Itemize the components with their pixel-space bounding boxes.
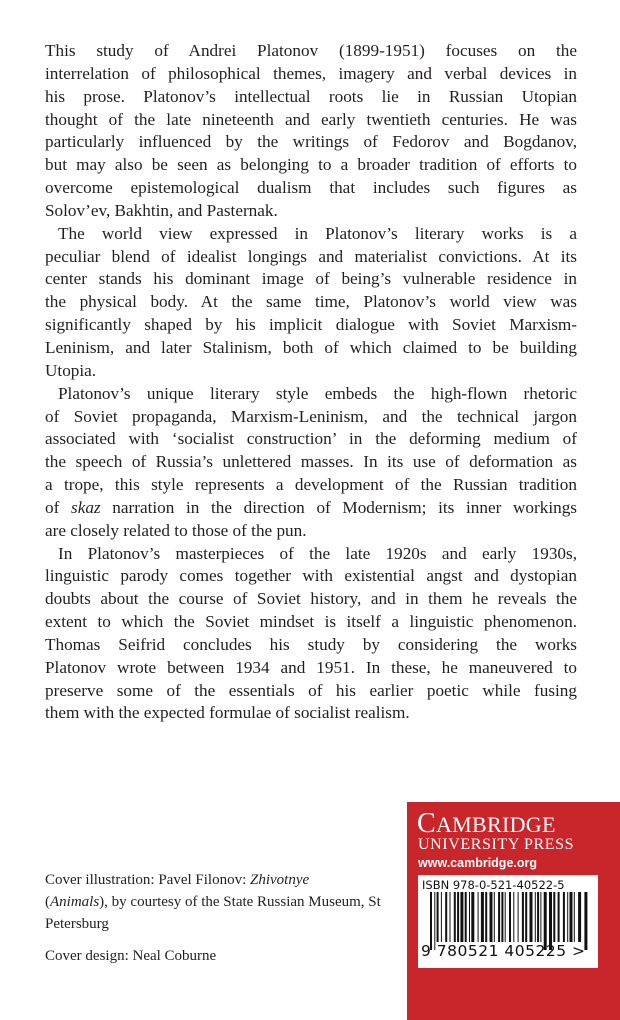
cover-illustration-credit [45, 869, 385, 935]
barcode-bar [485, 892, 487, 942]
barcode-bar [525, 892, 527, 942]
paragraph-2 [45, 223, 577, 383]
paragraph-1 [45, 40, 577, 223]
barcode-bar [578, 892, 581, 942]
text-line: associated with ‘socialist construction’ in the deforming medium of [45, 429, 577, 449]
barcode-bar [450, 892, 451, 942]
text-line: his prose. Platonov’s intellectual roots lie in Russian Utopian [45, 86, 577, 106]
barcode-bar [465, 892, 467, 942]
barcode-bar [522, 892, 524, 942]
text-line: but may also be seen as belonging to a broader tradition of efforts to [45, 155, 577, 175]
text-line: The world view expressed in Platonov’s literary works is a [58, 223, 577, 243]
credit-text: ( [45, 894, 50, 910]
text-line: Utopia. [45, 360, 97, 380]
publisher-url: www.cambridge.org [418, 856, 538, 870]
barcode-bar [505, 892, 506, 942]
barcode-bar [530, 892, 533, 942]
blurb [45, 40, 577, 725]
barcode-bar [445, 892, 447, 942]
artwork-title: Zhivotnye [250, 872, 310, 888]
barcode-bar [494, 892, 495, 942]
barcode-bar [574, 892, 575, 942]
publisher-block [407, 802, 620, 1020]
text-line: In Platonov’s masterpieces of the late 1920s and early 1930s, [58, 543, 577, 563]
barcode-bar [469, 892, 470, 942]
barcode-bar [540, 892, 541, 942]
barcode-box [418, 875, 598, 968]
barcode-bar [558, 892, 560, 942]
barcode-bar [490, 892, 493, 942]
text-line: Thomas Seifrid concludes his study by considering the works [45, 634, 577, 654]
barcode-bar [501, 892, 503, 942]
text-line: preserve some of the essentials of his earlier poetic while fusing [45, 680, 577, 700]
text-line: Leninism, and later Stalinism, both of which claimed to be building [45, 337, 577, 357]
barcode-bar [481, 892, 484, 942]
text-line: the speech of Russia’s unlettered masses. In its use of deformation as [45, 452, 577, 472]
barcode-bar [460, 892, 463, 942]
text-line: a trope, this style represents a development of the Russian tradition [45, 475, 577, 495]
barcode-bar [441, 892, 442, 942]
barcode-bar [513, 892, 514, 942]
text-line: peculiar blend of idealist longings and materialist convictions. At its [45, 246, 577, 266]
credit-text: ), by courtesy of the State Russian Museum, St Petersburg [45, 894, 381, 932]
text-line: This study of Andrei Platonov (1899-1951) focuses on the [45, 41, 577, 60]
barcode-bar [518, 892, 519, 942]
italic-term: skaz [71, 497, 101, 517]
barcode-bar [457, 892, 459, 942]
text-line [45, 497, 577, 520]
paragraph-4 [45, 543, 577, 726]
paragraph-3 [45, 383, 577, 543]
text-line: significantly shaped by his implicit dialogue with Soviet Marxism- [45, 315, 577, 335]
text-line: overcome epistemological dualism that includes such figures as [45, 178, 577, 198]
text-line: extent to which the Soviet mindset is itself a linguistic phenomenon. [45, 612, 577, 632]
text-segment: of [45, 497, 71, 517]
text-line: interrelation of philosophical themes, imagery and verbal devices in [45, 63, 577, 83]
publisher-subtitle: UNIVERSITY PRESS [418, 836, 575, 853]
text-line: Platonov’s unique literary style embeds the high-flown rhetoric [58, 383, 577, 403]
credits [45, 869, 385, 977]
text-line: doubts about the course of Soviet history, and in them he reveals the [45, 589, 577, 609]
publisher-initial: C [417, 808, 436, 839]
publisher-name-rest: AMBRIDGE [435, 812, 556, 837]
barcode-bar [509, 892, 511, 942]
text-line: particularly influenced by the writings of Fedorov and Bogdanov, [45, 132, 577, 152]
barcode-bar [471, 892, 474, 942]
text-line: the physical body. At the same time, Platonov’s world view was [45, 292, 577, 312]
barcode-bar [437, 892, 439, 942]
barcode-bar [478, 892, 479, 942]
artwork-translation: Animals [50, 894, 100, 910]
barcode-bar [454, 892, 456, 942]
barcode-bar [535, 892, 536, 942]
text-line: center stands his dominant image of being’s vulnerable residence in [45, 269, 577, 289]
cover-design-credit: Cover design: Neal Coburne [45, 948, 217, 964]
text-line: of Soviet propaganda, Marxism-Leninism, and the technical jargon [45, 406, 577, 426]
credit-text: Cover illustration: Pavel Filonov: [45, 872, 250, 888]
ean-number: 9 780521 405225 > [421, 942, 586, 960]
text-line: Solov’ev, Bakhtin, and Pasternak. [45, 200, 278, 220]
barcode-bar [563, 892, 565, 942]
text-segment: narration in the direction of Modernism; its inner workings [100, 497, 577, 517]
text-line: are closely related to those of the pun. [45, 520, 307, 540]
barcode-bar [537, 892, 539, 942]
text-line: them with the expected formulae of socialist realism. [45, 703, 410, 723]
isbn-text: ISBN 978-0-521-40522-5 [422, 878, 565, 892]
barcode-bar [567, 892, 568, 942]
barcode-bar [498, 892, 500, 942]
text-line: Platonov wrote between 1934 and 1951. In these, he maneuvered to [45, 657, 577, 677]
barcode-bar [570, 892, 573, 942]
barcode-bar [553, 892, 555, 942]
text-line: thought of the late nineteenth and early twentieth centuries. He was [45, 109, 577, 129]
text-line: linguistic parody comes together with existential angst and dystopian [45, 566, 577, 586]
